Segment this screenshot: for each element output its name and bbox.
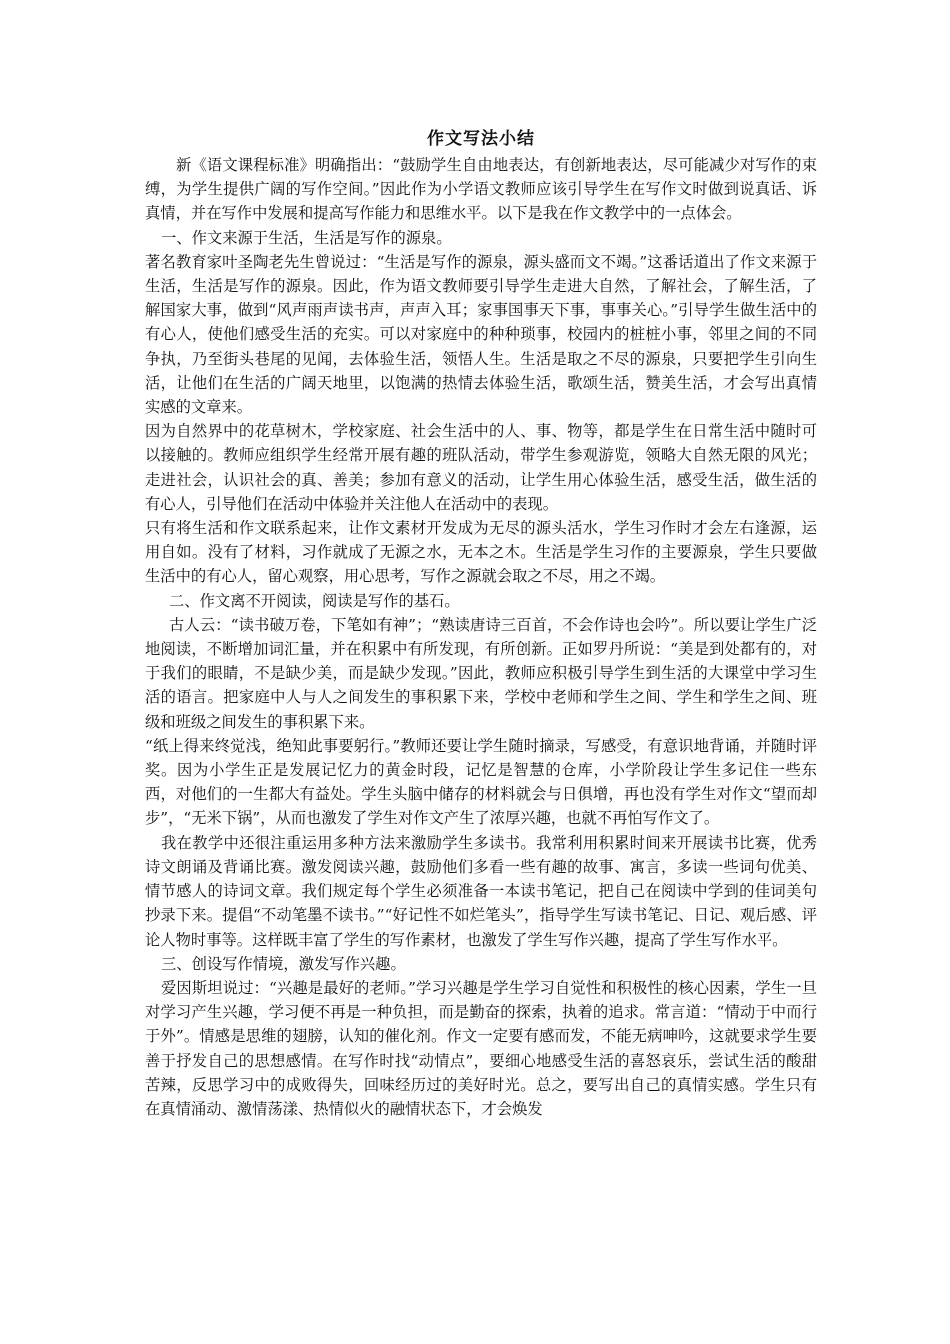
body-paragraph: 因为自然界中的花草树木，学校家庭、社会生活中的人、事、物等，都是学生在日常生活中随时可以接触的。教师应组织学生经常开展有趣的班队活动，带学生参观游览，领略大自然无限的风光；走进社会，认识社会的真、善美；参加有意义的活动，让学生用心体验生活，感受生活，做生活的有心人，引导他们在活动中体验并关注他人在活动中的表现。 [145,422,817,513]
body-paragraph: 爱因斯坦说过：“兴趣是最好的老师。”学习兴趣是学生学习自觉性和积极性的核心因素，学生一旦对学习产生兴趣，学习便不再是一种负担，而是勤奋的探索，执着的追求。常言道：“情动于中而行于外”。情感是思维的翅膀，认知的催化剂。作文一定要有感而发，不能无病呻吟，这就要求学生要善于抒发自己的思想感情。在写作时找“动情点”，要细心地感受生活的喜怒哀乐，尝试生活的酸甜苦辣，反思学习中的成败得失，回味经历过的美好时光。总之，要写出自己的真情实感。学生只有在真情涌动、激情荡漾、热情似火的融情状态下，才会焕发 [145,978,817,1118]
intro-paragraph: 新《语文课程标准》明确指出：“鼓励学生自由地表达，有创新地表达，尽可能减少对写作的束缚，为学生提供广阔的写作空间。”因此作为小学语文教师应该引导学生在写作文时做到说真话、诉真情，并在写作中发展和提高写作能力和思维水平。以下是我在作文教学中的一点体会。 [145,156,817,223]
document-title: 作文写法小结 [427,129,535,149]
body-paragraph: 只有将生活和作文联系起来，让作文素材开发成为无尽的源头活水，学生习作时才会左右逢源，运用自如。没有了材料，习作就成了无源之水，无本之木。生活是学生习作的主要源泉，学生只要做生活中的有心人，留心观察，用心思考，写作之源就会取之不尽，用之不竭。 [145,519,817,586]
body-paragraph: “纸上得来终觉浅，绝知此事要躬行。”教师还要让学生随时摘录，写感受，有意识地背诵，并随时评奖。因为小学生正是发展记忆力的黄金时段，记忆是智慧的仓库，小学阶段让学生多记住一些东西，对他们的一生都大有益处。学生头脑中储存的材料就会与日俱增，再也没有学生对作文“望而却步”，“无米下锅”，从而也激发了学生对作文产生了浓厚兴趣，也就不再怕写作文了。 [145,736,817,828]
section-heading-3: 三、创设写作情境，激发写作兴趣。 [161,954,406,973]
body-paragraph: 我在教学中还很注重运用多种方法来激励学生多读书。我常利用积累时间来开展读书比赛，优秀诗文朗诵及背诵比赛。激发阅读兴趣，鼓励他们多看一些有趣的故事、寓言，多读一些词句优美、情节感人的诗词文章。我们规定每个学生必须准备一本读书笔记，把自己在阅读中学到的佳词美句抄录下来。提倡“不动笔墨不读书。”“好记性不如烂笔头”，指导学生写读书笔记、日记、观后感、评论人物时事等。这样既丰富了学生的写作素材，也激发了学生写作兴趣，提高了学生写作水平。 [145,833,817,949]
body-paragraph: 古人云：“读书破万卷，下笔如有神”；“熟读唐诗三百首，不会作诗也会吟”。所以要让学生广泛地阅读，不断增加词汇量，并在积累中有所发现，有所创新。正如罗丹所说：“美是到处都有的，对于我们的眼睛，不是缺少美，而是缺少发现。”因此，教师应积极引导学生到生活的大课堂中学习生活的语言。把家庭中人与人之间发生的事积累下来，学校中老师和学生之间、学生和学生之间、班级和班级之间发生的事积累下来。 [145,615,817,731]
section-heading-2: 二、作文离不开阅读，阅读是写作的基石。 [169,591,460,610]
body-paragraph: 著名教育家叶圣陶老先生曾说过：“生活是写作的源泉，源头盛而文不竭。”这番话道出了作文来源于生活，生活是写作的源泉。因此，作为语文教师要引导学生走进大自然，了解社会，了解生活，了解国家大事，做到“风声雨声读书声，声声入耳；家事国事天下事，事事关心。”引导学生做生活中的有心人，使他们感受生活的充实。可以对家庭中的种种琐事，校园内的桩桩小事，邻里之间的不同争执，乃至街头巷尾的见闻，去体验生活，领悟人生。生活是取之不尽的源泉，只要把学生引向生活，让他们在生活的广阔天地里，以饱满的热情去体验生活，歌颂生活，赞美生活，才会写出真情实感的文章来。 [145,252,817,417]
section-heading-1: 一、作文来源于生活，生活是写作的源泉。 [161,228,452,247]
document-page [145,128,817,1121]
